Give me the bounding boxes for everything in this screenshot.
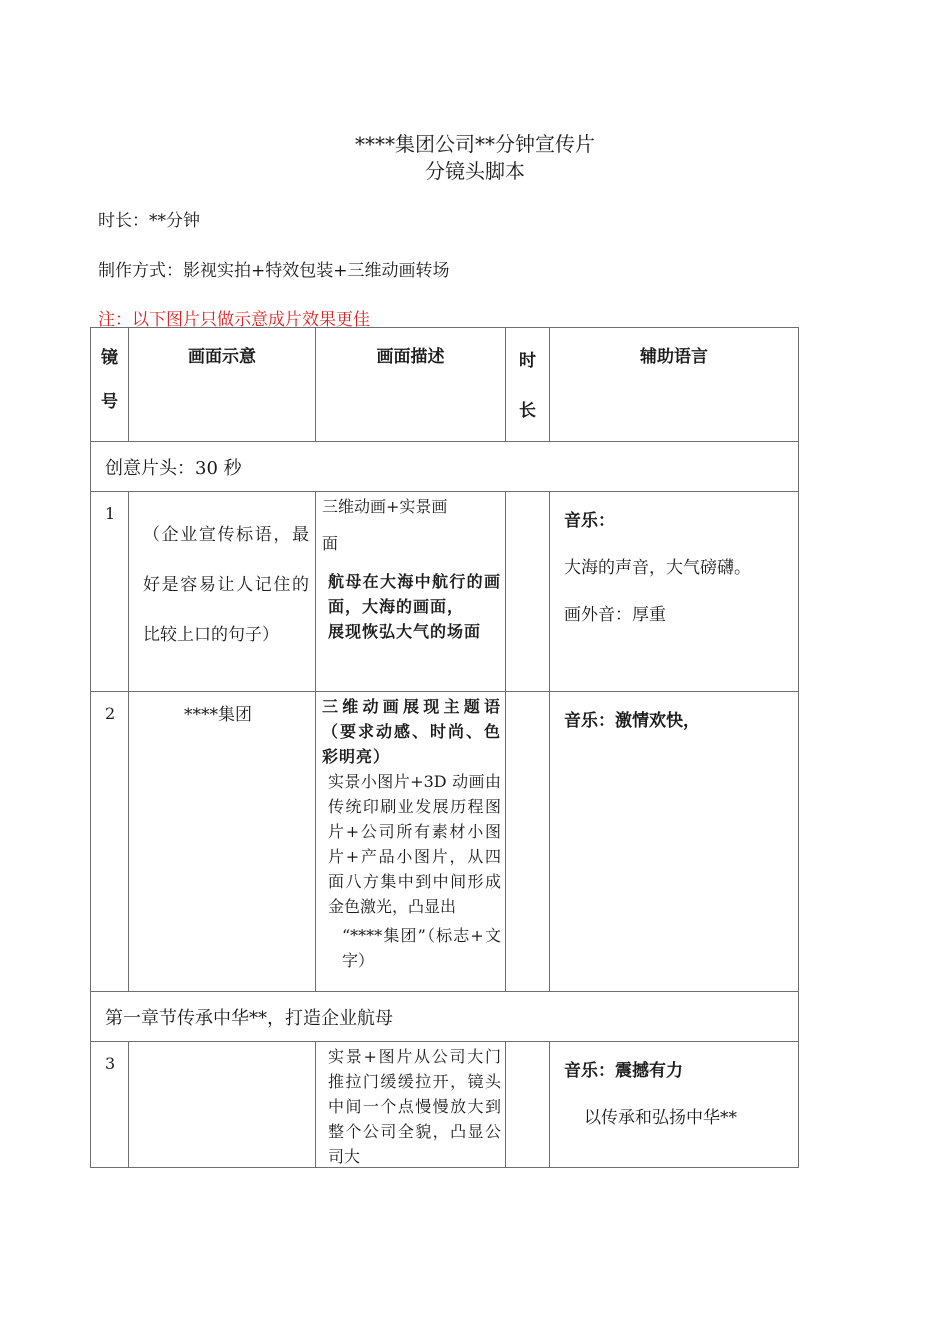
description-cell [316, 692, 506, 992]
auxiliary-text: 画外音：厚重 [564, 605, 666, 625]
auxiliary-text: 大海的声音，大气磅礴。 [564, 558, 751, 578]
auxiliary-text: 以传承和弘扬中华** [584, 1108, 737, 1128]
header-description: 画面描述 [316, 328, 506, 442]
header-shot-number-label: 镜号 [101, 348, 118, 412]
shot-number: 3 [105, 1054, 116, 1073]
sketch-cell [129, 692, 316, 992]
section-row [91, 992, 799, 1042]
shot-number-cell [91, 492, 129, 692]
auxiliary-cell [550, 492, 799, 692]
sketch-text: ****集团 [184, 705, 252, 725]
duration-cell [506, 1042, 550, 1168]
description-text: “****集团”（标志+文字） [342, 926, 501, 970]
music-label: 音乐： [564, 511, 615, 531]
storyboard-table [90, 327, 799, 1168]
description-cell [316, 1042, 506, 1168]
table-row [91, 1042, 799, 1168]
shot-number-cell [91, 1042, 129, 1168]
duration-line: 时长：**分钟 [98, 211, 200, 231]
sketch-cell [129, 1042, 316, 1168]
shot-number: 2 [105, 704, 116, 723]
sketch-cell [129, 492, 316, 692]
table-row [91, 492, 799, 692]
duration-cell [506, 492, 550, 692]
table-row [91, 692, 799, 992]
header-auxiliary-language: 辅助语言 [550, 328, 799, 442]
header-sketch: 画面示意 [129, 328, 316, 442]
shot-number-cell [91, 692, 129, 992]
auxiliary-cell [550, 1042, 799, 1168]
header-duration-label: 时长 [519, 351, 536, 421]
description-text: 实景小图片+3D 动画由传统印刷业发展历程图片+公司所有素材小图片+产品小图片，从四面八方集中到中间形成金色激光，凸显出 [328, 772, 501, 916]
section-row [91, 442, 799, 492]
document-subtitle: 分镜头脚本 [425, 159, 525, 183]
description-bold-text: 三维动画展现主题语（要求动感、时尚、色彩明亮） [322, 697, 501, 766]
header-shot-number [91, 328, 129, 442]
document-title: ****集团公司**分钟宣传片 [355, 132, 595, 156]
header-duration [506, 328, 550, 442]
music-label: 音乐：震撼有力 [564, 1061, 683, 1081]
description-text: 面 [322, 534, 339, 553]
note-line: 注：以下图片只做示意成片效果更佳 [98, 310, 370, 330]
music-label: 音乐：激情欢快， [564, 711, 700, 731]
auxiliary-cell [550, 692, 799, 992]
duration-cell [506, 692, 550, 992]
production-method-line: 制作方式：影视实拍+特效包装+三维动画转场 [98, 261, 450, 281]
description-bold-text: 航母在大海中航行的画面，大海的画面， [328, 572, 501, 616]
description-text: 实景+图片从公司大门推拉门缓缓拉开，镜头中间一个点慢慢放大到整个公司全貌，凸显公司大 [328, 1047, 501, 1166]
description-text: 三维动画+实景画 [322, 497, 448, 516]
description-bold-text: 展现恢弘大气的场面 [328, 622, 482, 641]
section-title: 第一章节传承中华**，打造企业航母 [91, 992, 799, 1042]
sketch-text: （企业宣传标语，最好是容易让人记住的比较上口的句子） [143, 525, 309, 645]
shot-number: 1 [105, 504, 116, 523]
section-title: 创意片头：30 秒 [91, 442, 799, 492]
description-cell [316, 492, 506, 692]
table-header-row [91, 328, 799, 442]
